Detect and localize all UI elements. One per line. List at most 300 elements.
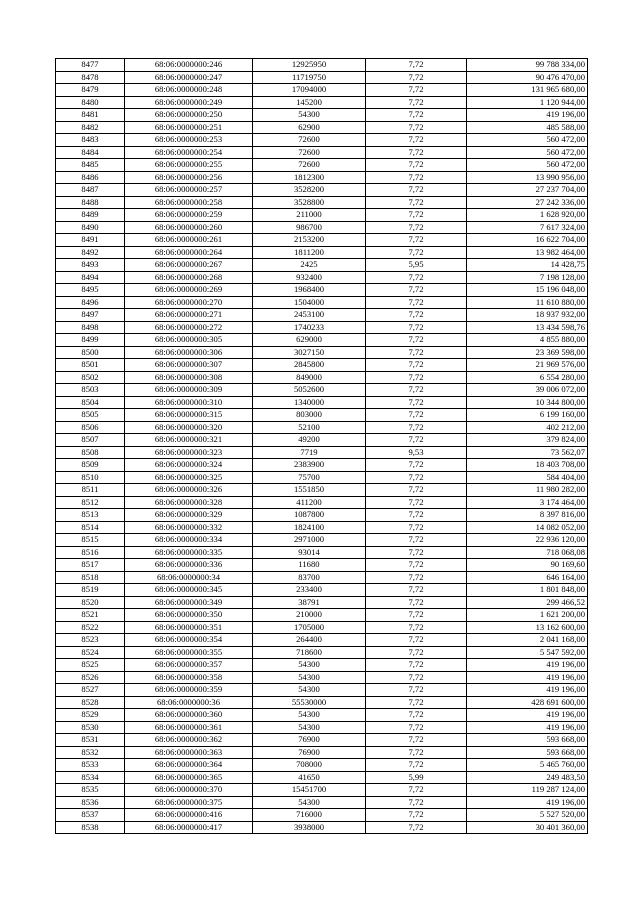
rate-cell: 7,72 [366, 109, 467, 122]
table-row [56, 221, 588, 234]
cadastral-number-cell: 68:06:0000000:416 [125, 809, 253, 822]
area-cell: 2453100 [253, 309, 366, 322]
cadastral-number-cell: 68:06:0000000:375 [125, 796, 253, 809]
rate-cell: 7,72 [366, 584, 467, 597]
table-row [56, 609, 588, 622]
cadastral-number-cell: 68:06:0000000:270 [125, 296, 253, 309]
rate-cell: 7,72 [366, 671, 467, 684]
area-cell: 1740233 [253, 321, 366, 334]
cadastral-number-cell: 68:06:0000000:269 [125, 284, 253, 297]
amount-cell: 485 588,00 [467, 121, 588, 134]
amount-cell: 419 196,00 [467, 671, 588, 684]
table-row [56, 621, 588, 634]
row-number-cell: 8509 [56, 459, 125, 472]
area-cell: 72600 [253, 134, 366, 147]
rate-cell: 7,72 [366, 184, 467, 197]
row-number-cell: 8486 [56, 171, 125, 184]
area-cell: 2153200 [253, 234, 366, 247]
amount-cell: 27 237 704,00 [467, 184, 588, 197]
rate-cell: 7,72 [366, 346, 467, 359]
row-number-cell: 8479 [56, 84, 125, 97]
cadastral-number-cell: 68:06:0000000:363 [125, 746, 253, 759]
cadastral-number-cell: 68:06:0000000:324 [125, 459, 253, 472]
row-number-cell: 8491 [56, 234, 125, 247]
area-cell: 11719750 [253, 71, 366, 84]
table-row [56, 184, 588, 197]
cadastral-number-cell: 68:06:0000000:325 [125, 471, 253, 484]
table-row [56, 534, 588, 547]
area-cell: 849000 [253, 371, 366, 384]
cadastral-number-cell: 68:06:0000000:254 [125, 146, 253, 159]
table-row [56, 71, 588, 84]
rate-cell: 7,72 [366, 271, 467, 284]
rate-cell: 7,72 [366, 246, 467, 259]
row-number-cell: 8501 [56, 359, 125, 372]
row-number-cell: 8533 [56, 759, 125, 772]
amount-cell: 3 174 464,00 [467, 496, 588, 509]
cadastral-number-cell: 68:06:0000000:264 [125, 246, 253, 259]
amount-cell: 27 242 336,00 [467, 196, 588, 209]
rate-cell: 7,72 [366, 721, 467, 734]
row-number-cell: 8494 [56, 271, 125, 284]
rate-cell: 7,72 [366, 134, 467, 147]
rate-cell: 7,72 [366, 71, 467, 84]
area-cell: 1504000 [253, 296, 366, 309]
cadastral-number-cell: 68:06:0000000:360 [125, 709, 253, 722]
cadastral-number-cell: 68:06:0000000:364 [125, 759, 253, 772]
cadastral-number-cell: 68:06:0000000:362 [125, 734, 253, 747]
row-number-cell: 8508 [56, 446, 125, 459]
area-cell: 211000 [253, 209, 366, 222]
cadastral-number-cell: 68:06:0000000:250 [125, 109, 253, 122]
cadastral-number-cell: 68:06:0000000:350 [125, 609, 253, 622]
area-cell: 986700 [253, 221, 366, 234]
table-row [56, 734, 588, 747]
cadastral-number-cell: 68:06:0000000:334 [125, 534, 253, 547]
cadastral-number-cell: 68:06:0000000:261 [125, 234, 253, 247]
row-number-cell: 8488 [56, 196, 125, 209]
row-number-cell: 8510 [56, 471, 125, 484]
area-cell: 803000 [253, 409, 366, 422]
table-row [56, 246, 588, 259]
rate-cell: 7,72 [366, 821, 467, 834]
amount-cell: 2 041 168,00 [467, 634, 588, 647]
rate-cell: 7,72 [366, 221, 467, 234]
cadastral-number-cell: 68:06:0000000:320 [125, 421, 253, 434]
rate-cell: 7,72 [366, 809, 467, 822]
row-number-cell: 8489 [56, 209, 125, 222]
amount-cell: 1 120 944,00 [467, 96, 588, 109]
table-row [56, 434, 588, 447]
amount-cell: 593 668,00 [467, 746, 588, 759]
amount-cell: 7 617 324,00 [467, 221, 588, 234]
cadastral-number-cell: 68:06:0000000:258 [125, 196, 253, 209]
cadastral-number-cell: 68:06:0000000:355 [125, 646, 253, 659]
amount-cell: 21 969 576,00 [467, 359, 588, 372]
cadastral-number-cell: 68:06:0000000:259 [125, 209, 253, 222]
area-cell: 264400 [253, 634, 366, 647]
cadastral-number-cell: 68:06:0000000:260 [125, 221, 253, 234]
table-row [56, 809, 588, 822]
row-number-cell: 8529 [56, 709, 125, 722]
amount-cell: 560 472,00 [467, 159, 588, 172]
row-number-cell: 8538 [56, 821, 125, 834]
rate-cell: 7,72 [366, 759, 467, 772]
cadastral-number-cell: 68:06:0000000:255 [125, 159, 253, 172]
rate-cell: 7,72 [366, 559, 467, 572]
row-number-cell: 8511 [56, 484, 125, 497]
table-row [56, 759, 588, 772]
row-number-cell: 8498 [56, 321, 125, 334]
area-cell: 3528800 [253, 196, 366, 209]
rate-cell: 7,72 [366, 746, 467, 759]
row-number-cell: 8522 [56, 621, 125, 634]
amount-cell: 419 196,00 [467, 709, 588, 722]
amount-cell: 428 691 600,00 [467, 696, 588, 709]
cadastral-number-cell: 68:06:0000000:253 [125, 134, 253, 147]
table-row [56, 721, 588, 734]
row-number-cell: 8503 [56, 384, 125, 397]
cadastral-number-cell: 68:06:0000000:358 [125, 671, 253, 684]
table-row [56, 671, 588, 684]
area-cell: 54300 [253, 684, 366, 697]
area-cell: 12925950 [253, 59, 366, 72]
area-cell: 1551850 [253, 484, 366, 497]
area-cell: 3027150 [253, 346, 366, 359]
cadastral-number-cell: 68:06:0000000:326 [125, 484, 253, 497]
rate-cell: 7,72 [366, 309, 467, 322]
row-number-cell: 8505 [56, 409, 125, 422]
area-cell: 2971000 [253, 534, 366, 547]
area-cell: 145200 [253, 96, 366, 109]
amount-cell: 646 164,00 [467, 571, 588, 584]
table-row [56, 109, 588, 122]
cadastral-number-cell: 68:06:0000000:315 [125, 409, 253, 422]
table-row [56, 59, 588, 72]
row-number-cell: 8514 [56, 521, 125, 534]
row-number-cell: 8536 [56, 796, 125, 809]
table-row [56, 771, 588, 784]
amount-cell: 23 369 598,00 [467, 346, 588, 359]
area-cell: 3938000 [253, 821, 366, 834]
rate-cell: 7,72 [366, 321, 467, 334]
table-row [56, 446, 588, 459]
cadastral-number-cell: 68:06:0000000:309 [125, 384, 253, 397]
amount-cell: 14 428,75 [467, 259, 588, 272]
amount-cell: 1 621 200,00 [467, 609, 588, 622]
cadastral-number-cell: 68:06:0000000:351 [125, 621, 253, 634]
cadastral-number-cell: 68:06:0000000:271 [125, 309, 253, 322]
amount-cell: 11 610 880,00 [467, 296, 588, 309]
cadastral-number-cell: 68:06:0000000:307 [125, 359, 253, 372]
area-cell: 718600 [253, 646, 366, 659]
area-cell: 75700 [253, 471, 366, 484]
table-row [56, 296, 588, 309]
amount-cell: 18 937 932,00 [467, 309, 588, 322]
cadastral-number-cell: 68:06:0000000:332 [125, 521, 253, 534]
amount-cell: 6 199 160,00 [467, 409, 588, 422]
cadastral-number-cell: 68:06:0000000:251 [125, 121, 253, 134]
row-number-cell: 8517 [56, 559, 125, 572]
rate-cell: 7,72 [366, 659, 467, 672]
row-number-cell: 8484 [56, 146, 125, 159]
amount-cell: 8 397 816,00 [467, 509, 588, 522]
row-number-cell: 8535 [56, 784, 125, 797]
rate-cell: 7,72 [366, 546, 467, 559]
table-row [56, 659, 588, 672]
amount-cell: 419 196,00 [467, 659, 588, 672]
row-number-cell: 8531 [56, 734, 125, 747]
cadastral-number-cell: 68:06:0000000:306 [125, 346, 253, 359]
cadastral-number-cell: 68:06:0000000:335 [125, 546, 253, 559]
rate-cell: 7,72 [366, 209, 467, 222]
rate-cell: 7,72 [366, 709, 467, 722]
table-row [56, 634, 588, 647]
area-cell: 41650 [253, 771, 366, 784]
row-number-cell: 8502 [56, 371, 125, 384]
table-row [56, 396, 588, 409]
cadastral-number-cell: 68:06:0000000:345 [125, 584, 253, 597]
rate-cell: 7,72 [366, 484, 467, 497]
cadastral-number-cell: 68:06:0000000:354 [125, 634, 253, 647]
area-cell: 932400 [253, 271, 366, 284]
row-number-cell: 8497 [56, 309, 125, 322]
cadastral-number-cell: 68:06:0000000:246 [125, 59, 253, 72]
row-number-cell: 8506 [56, 421, 125, 434]
table-row [56, 559, 588, 572]
area-cell: 54300 [253, 659, 366, 672]
table-row [56, 509, 588, 522]
row-number-cell: 8482 [56, 121, 125, 134]
amount-cell: 402 212,00 [467, 421, 588, 434]
area-cell: 233400 [253, 584, 366, 597]
table-row [56, 171, 588, 184]
amount-cell: 13 990 956,00 [467, 171, 588, 184]
cadastral-number-cell: 68:06:0000000:310 [125, 396, 253, 409]
area-cell: 2425 [253, 259, 366, 272]
amount-cell: 13 982 464,00 [467, 246, 588, 259]
area-cell: 1087800 [253, 509, 366, 522]
area-cell: 210000 [253, 609, 366, 622]
table-row [56, 796, 588, 809]
rate-cell: 7,72 [366, 84, 467, 97]
cadastral-number-cell: 68:06:0000000:365 [125, 771, 253, 784]
table-row [56, 146, 588, 159]
amount-cell: 18 403 708,00 [467, 459, 588, 472]
cadastral-number-cell: 68:06:0000000:336 [125, 559, 253, 572]
row-number-cell: 8513 [56, 509, 125, 522]
amount-cell: 90 169,60 [467, 559, 588, 572]
cadastral-number-cell: 68:06:0000000:272 [125, 321, 253, 334]
table-row [56, 384, 588, 397]
rate-cell: 7,72 [366, 534, 467, 547]
table-row [56, 709, 588, 722]
area-cell: 1812300 [253, 171, 366, 184]
table-row [56, 259, 588, 272]
amount-cell: 15 196 048,00 [467, 284, 588, 297]
area-cell: 76900 [253, 746, 366, 759]
amount-cell: 584 404,00 [467, 471, 588, 484]
row-number-cell: 8487 [56, 184, 125, 197]
cadastral-number-cell: 68:06:0000000:370 [125, 784, 253, 797]
rate-cell: 7,72 [366, 59, 467, 72]
row-number-cell: 8523 [56, 634, 125, 647]
row-number-cell: 8524 [56, 646, 125, 659]
row-number-cell: 8507 [56, 434, 125, 447]
row-number-cell: 8481 [56, 109, 125, 122]
table-row [56, 696, 588, 709]
area-cell: 38791 [253, 596, 366, 609]
area-cell: 5052600 [253, 384, 366, 397]
amount-cell: 5 465 760,00 [467, 759, 588, 772]
table-row [56, 371, 588, 384]
table-row [56, 359, 588, 372]
area-cell: 54300 [253, 709, 366, 722]
rate-cell: 7,72 [366, 284, 467, 297]
table-row [56, 571, 588, 584]
cadastral-number-cell: 68:06:0000000:36 [125, 696, 253, 709]
table-row [56, 484, 588, 497]
table-row [56, 284, 588, 297]
area-cell: 1705000 [253, 621, 366, 634]
amount-cell: 14 082 052,00 [467, 521, 588, 534]
rate-cell: 7,72 [366, 471, 467, 484]
table-row [56, 459, 588, 472]
row-number-cell: 8530 [56, 721, 125, 734]
rate-cell: 7,72 [366, 434, 467, 447]
cadastral-number-cell: 68:06:0000000:328 [125, 496, 253, 509]
row-number-cell: 8528 [56, 696, 125, 709]
rate-cell: 7,72 [366, 421, 467, 434]
table-row [56, 334, 588, 347]
area-cell: 1968400 [253, 284, 366, 297]
table-row [56, 646, 588, 659]
amount-cell: 718 068,08 [467, 546, 588, 559]
area-cell: 54300 [253, 796, 366, 809]
data-table [55, 58, 588, 834]
area-cell: 83700 [253, 571, 366, 584]
amount-cell: 419 196,00 [467, 109, 588, 122]
row-number-cell: 8518 [56, 571, 125, 584]
rate-cell: 7,72 [366, 234, 467, 247]
rate-cell: 7,72 [366, 609, 467, 622]
rate-cell: 7,72 [366, 159, 467, 172]
row-number-cell: 8496 [56, 296, 125, 309]
rate-cell: 7,72 [366, 371, 467, 384]
area-cell: 3528200 [253, 184, 366, 197]
cadastral-number-cell: 68:06:0000000:34 [125, 571, 253, 584]
rate-cell: 9,53 [366, 446, 467, 459]
row-number-cell: 8521 [56, 609, 125, 622]
rate-cell: 7,72 [366, 521, 467, 534]
row-number-cell: 8495 [56, 284, 125, 297]
rate-cell: 7,72 [366, 396, 467, 409]
amount-cell: 16 622 704,00 [467, 234, 588, 247]
rate-cell: 7,72 [366, 296, 467, 309]
table-row [56, 496, 588, 509]
amount-cell: 99 788 334,00 [467, 59, 588, 72]
row-number-cell: 8527 [56, 684, 125, 697]
area-cell: 54300 [253, 721, 366, 734]
rate-cell: 5,99 [366, 771, 467, 784]
cadastral-number-cell: 68:06:0000000:417 [125, 821, 253, 834]
amount-cell: 13 162 600,00 [467, 621, 588, 634]
cadastral-number-cell: 68:06:0000000:359 [125, 684, 253, 697]
amount-cell: 5 527 520,00 [467, 809, 588, 822]
amount-cell: 419 196,00 [467, 796, 588, 809]
row-number-cell: 8525 [56, 659, 125, 672]
amount-cell: 419 196,00 [467, 684, 588, 697]
area-cell: 52100 [253, 421, 366, 434]
rate-cell: 7,72 [366, 634, 467, 647]
row-number-cell: 8477 [56, 59, 125, 72]
cadastral-number-cell: 68:06:0000000:248 [125, 84, 253, 97]
cadastral-number-cell: 68:06:0000000:329 [125, 509, 253, 522]
row-number-cell: 8532 [56, 746, 125, 759]
table-row [56, 321, 588, 334]
row-number-cell: 8515 [56, 534, 125, 547]
rate-cell: 7,72 [366, 359, 467, 372]
table-row [56, 121, 588, 134]
table-row [56, 584, 588, 597]
table-row [56, 134, 588, 147]
table-row [56, 196, 588, 209]
cadastral-number-cell: 68:06:0000000:321 [125, 434, 253, 447]
area-cell: 62900 [253, 121, 366, 134]
amount-cell: 5 547 592,00 [467, 646, 588, 659]
rate-cell: 7,72 [366, 384, 467, 397]
cadastral-number-cell: 68:06:0000000:323 [125, 446, 253, 459]
rate-cell: 7,72 [366, 621, 467, 634]
cadastral-number-cell: 68:06:0000000:305 [125, 334, 253, 347]
row-number-cell: 8480 [56, 96, 125, 109]
row-number-cell: 8519 [56, 584, 125, 597]
amount-cell: 560 472,00 [467, 134, 588, 147]
area-cell: 1824100 [253, 521, 366, 534]
area-cell: 2845800 [253, 359, 366, 372]
amount-cell: 119 287 124,00 [467, 784, 588, 797]
table-row [56, 409, 588, 422]
cadastral-number-cell: 68:06:0000000:249 [125, 96, 253, 109]
cadastral-number-cell: 68:06:0000000:357 [125, 659, 253, 672]
cadastral-number-cell: 68:06:0000000:267 [125, 259, 253, 272]
area-cell: 54300 [253, 109, 366, 122]
amount-cell: 73 562,07 [467, 446, 588, 459]
row-number-cell: 8526 [56, 671, 125, 684]
cadastral-number-cell: 68:06:0000000:308 [125, 371, 253, 384]
rate-cell: 7,72 [366, 409, 467, 422]
row-number-cell: 8537 [56, 809, 125, 822]
rate-cell: 7,72 [366, 171, 467, 184]
table-row [56, 96, 588, 109]
amount-cell: 10 344 800,00 [467, 396, 588, 409]
table-row [56, 209, 588, 222]
cadastral-number-cell: 68:06:0000000:257 [125, 184, 253, 197]
table-row [56, 271, 588, 284]
amount-cell: 6 554 280,00 [467, 371, 588, 384]
table-row [56, 521, 588, 534]
row-number-cell: 8504 [56, 396, 125, 409]
table-row [56, 471, 588, 484]
rate-cell: 7,72 [366, 646, 467, 659]
area-cell: 54300 [253, 671, 366, 684]
area-cell: 93014 [253, 546, 366, 559]
row-number-cell: 8512 [56, 496, 125, 509]
area-cell: 72600 [253, 159, 366, 172]
area-cell: 55530000 [253, 696, 366, 709]
rate-cell: 7,72 [366, 796, 467, 809]
row-number-cell: 8490 [56, 221, 125, 234]
